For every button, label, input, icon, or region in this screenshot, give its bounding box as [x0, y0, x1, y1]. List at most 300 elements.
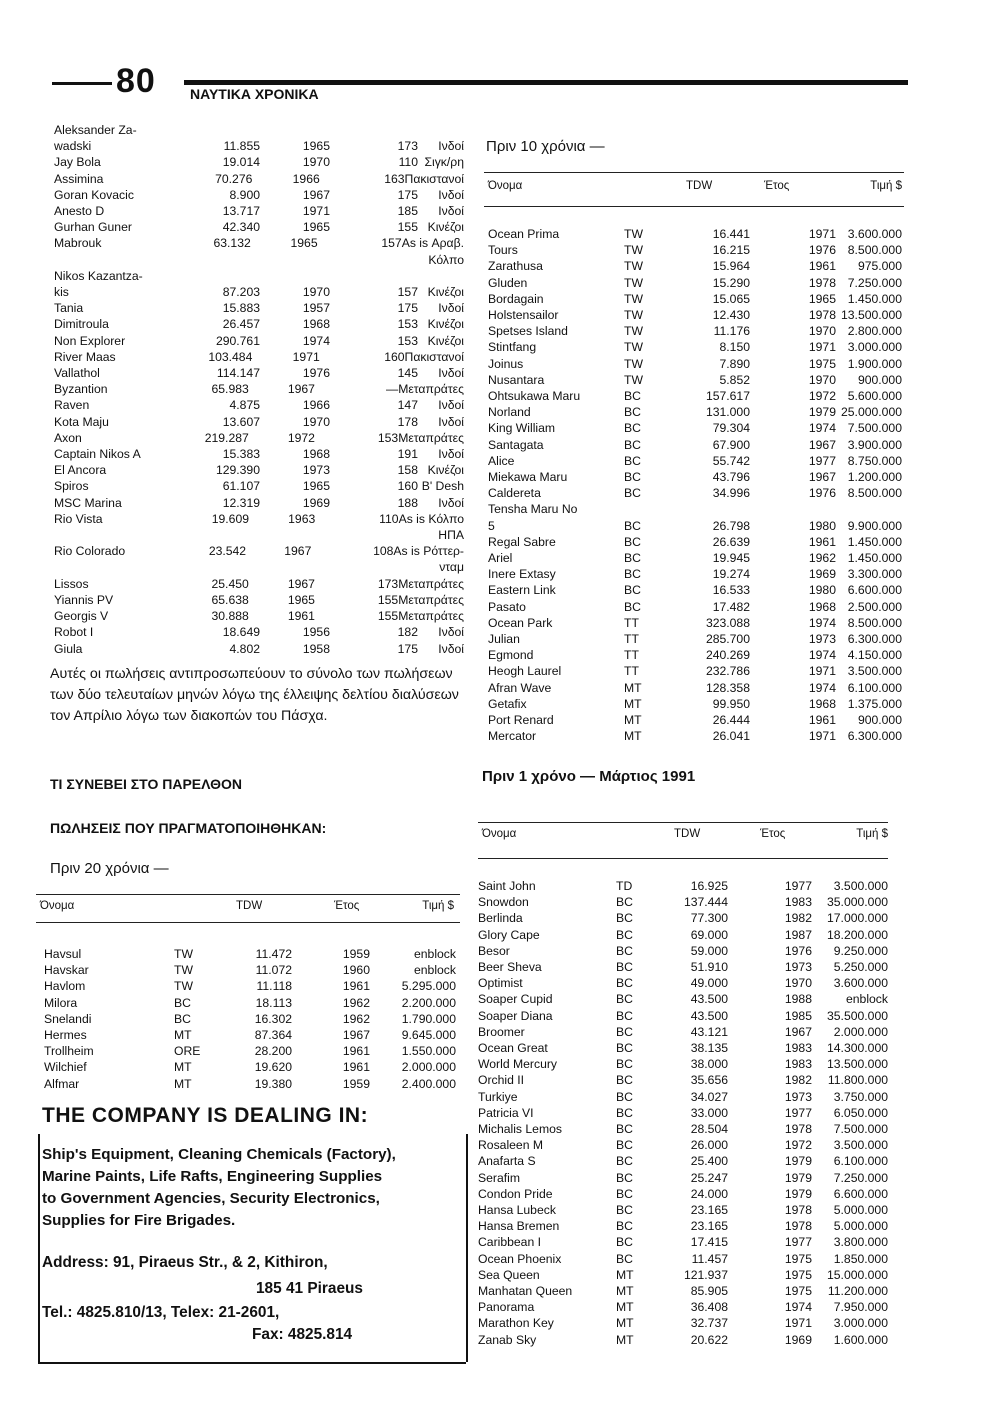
cell-year: 1967 — [784, 1024, 812, 1039]
table-row — [488, 437, 902, 453]
table-row — [488, 615, 902, 631]
cell-buyer: Μεταπράτες — [398, 382, 464, 397]
table-row — [478, 878, 888, 894]
cell-type: TT — [624, 664, 639, 679]
cell-price: 6.600.000 — [833, 1186, 888, 1201]
cell-name: Bordagain — [488, 291, 544, 306]
cell-name: Yiannis PV — [54, 592, 114, 607]
cell-name: Trollheim — [44, 1044, 94, 1059]
col-year: Έτος — [334, 900, 360, 912]
cell-type: BC — [624, 437, 641, 452]
cell-speed: 175 — [397, 187, 418, 202]
cell-tdw: 23.542 — [208, 544, 247, 559]
company-address-1: Address: 91, Piraeus Str., & 2, Kithiron, — [42, 1254, 328, 1271]
cell-speed: 188 — [397, 495, 418, 510]
cell-name: Patricia VI — [478, 1105, 534, 1120]
cell-tdw: 38.135 — [690, 1041, 728, 1056]
cell-tdw: 69.000 — [690, 927, 728, 942]
cell-name: Optimist — [478, 976, 523, 991]
cell-buyer: Ινδοί — [438, 414, 464, 429]
cell-type: MT — [616, 1316, 634, 1331]
cell-year: 1983 — [784, 1041, 812, 1056]
cell-price: 6.100.000 — [833, 1154, 888, 1169]
cell-price: 1.200.000 — [847, 470, 902, 485]
table-row — [488, 680, 902, 696]
cell-price: 17.000.000 — [827, 911, 888, 926]
col-name: Όνομα — [482, 828, 517, 840]
cell-year: 1971 — [808, 227, 836, 241]
section-past-heading: ΤΙ ΣΥΝΕΒΕΙ ΣΤΟ ΠΑΡΕΛΘΟΝ — [50, 776, 242, 792]
cell-year: 1979 — [808, 405, 836, 420]
cell-name: Caldereta — [488, 486, 541, 501]
cell-year: 1970 — [302, 285, 330, 300]
cell-price: 4.150.000 — [847, 648, 902, 663]
cell-type: TT — [624, 632, 639, 647]
col-price: Τιμή $ — [422, 900, 454, 912]
cell-type: MT — [624, 729, 642, 744]
cell-tdw: 285.700 — [705, 632, 750, 647]
cell-price: 2.200.000 — [401, 995, 456, 1010]
cell-buyer: B' Desh — [421, 479, 464, 494]
cell-tdw: 8.150 — [719, 340, 750, 355]
cell-year — [260, 527, 330, 543]
cell-price: 13.500.000 — [841, 308, 902, 323]
cell-type: BC — [616, 911, 633, 926]
cell-year: 1974 — [302, 333, 330, 348]
cell-price: 3.500.000 — [833, 1138, 888, 1153]
cell-name: Norland — [488, 405, 531, 420]
cell-price — [836, 501, 902, 517]
cell-year: 1972 — [287, 430, 315, 445]
table-row — [488, 291, 902, 307]
cell-buyer: Μεταπράτες — [398, 609, 464, 624]
cell-type: TW — [624, 340, 643, 355]
cell-name: Ohtsukawa Maru — [488, 389, 581, 404]
cell-year: 1959 — [342, 947, 370, 961]
table-row — [488, 258, 902, 274]
table-row — [54, 122, 464, 138]
cell-year: 1975 — [784, 1251, 812, 1266]
years10-table — [488, 226, 902, 745]
table-row — [478, 1251, 888, 1267]
cell-year: 1967 — [287, 576, 315, 591]
cell-type: TW — [174, 979, 193, 994]
table-row — [478, 1105, 888, 1121]
cell-type: MT — [616, 1300, 634, 1315]
table-row — [54, 511, 464, 527]
cell-type: TW — [624, 324, 643, 339]
table-row — [488, 696, 902, 712]
cell-name: Soaper Diana — [478, 1008, 553, 1023]
table-row — [488, 712, 902, 728]
cell-year: 1967 — [284, 544, 312, 559]
years20-header — [40, 900, 460, 912]
table-row — [54, 252, 464, 268]
cell-price: 1.790.000 — [401, 1011, 456, 1026]
cell-tdw: 38.000 — [690, 1057, 728, 1072]
cell-year: 1961 — [342, 1060, 370, 1075]
cell-name: Egmond — [488, 648, 534, 663]
cell-tdw: 16.302 — [254, 1011, 292, 1026]
cell-price: 2.000.000 — [833, 1024, 888, 1039]
cell-year: 1970 — [808, 324, 836, 339]
table-row — [54, 592, 464, 608]
cell-year: 1971 — [808, 729, 836, 744]
cell-speed: 147 — [397, 398, 418, 413]
cell-price: 1.600.000 — [833, 1332, 888, 1347]
cell-buyer: As is Αραβ. — [401, 236, 464, 251]
cell-tdw: 114.147 — [216, 366, 260, 381]
table-row — [488, 582, 902, 598]
cell-year: 1988 — [784, 992, 812, 1007]
cell-tdw: 26.639 — [712, 534, 750, 549]
cell-year: 1965 — [302, 139, 330, 154]
cell-price: 2.000.000 — [401, 1060, 456, 1075]
cell-year: 1971 — [784, 1316, 812, 1331]
cell-year: 1972 — [808, 389, 836, 404]
table-row — [488, 242, 902, 258]
company-advert — [38, 1104, 468, 1364]
cell-year: 1979 — [784, 1186, 812, 1201]
table-row — [54, 446, 464, 462]
cell-buyer: Ινδοί — [438, 366, 464, 381]
cell-price: 3.300.000 — [847, 567, 902, 582]
table-row — [54, 333, 464, 349]
sales-note-paragraph: Αυτές οι πωλήσεις αντιπροσωπεύουν το σύνολο των πωλήσεων των δύο τελευταίων μηνών λόγω της έλλειψης δελτίου διαλύσεων τον Απρίλιο λόγω των διακοπών του Πάσχα. — [50, 666, 459, 724]
cell-year: 1973 — [808, 632, 836, 647]
cell-speed: 155 — [377, 609, 399, 624]
cell-year: 1967 — [808, 437, 836, 452]
cell-buyer: Ινδοί — [438, 495, 464, 510]
cell-tdw: 18.113 — [255, 995, 292, 1010]
cell-name: Snelandi — [44, 1011, 92, 1026]
cell-tdw: 16.441 — [712, 227, 750, 241]
cell-name: Kota Maju — [54, 414, 109, 429]
cell-year: 1978 — [784, 1122, 812, 1137]
col-year: Έτος — [760, 828, 786, 840]
cell-price: 5.000.000 — [833, 1203, 888, 1218]
current-sales-list — [54, 122, 464, 657]
cell-name: Havsul — [44, 947, 82, 961]
cell-tdw: 15.065 — [712, 291, 750, 306]
cell-price: 3.900.000 — [847, 437, 902, 452]
cell-year: 1983 — [784, 1057, 812, 1072]
cell-year: 1968 — [302, 317, 330, 332]
table-row — [54, 187, 464, 203]
table-row — [54, 527, 464, 543]
cell-name: Glory Cape — [478, 927, 540, 942]
cell-year: 1965 — [302, 479, 330, 494]
cell-name: Goran Kovacic — [54, 187, 134, 202]
cell-type: TT — [624, 648, 639, 663]
cell-year: 1979 — [784, 1170, 812, 1185]
table-row — [478, 943, 888, 959]
cell-year: 1974 — [784, 1300, 812, 1315]
cell-speed: 110 — [379, 511, 399, 526]
cell-year: 1977 — [784, 1235, 812, 1250]
cell-year: 1976 — [808, 486, 836, 501]
cell-name: Michalis Lemos — [478, 1122, 562, 1137]
cell-tdw: 129.390 — [215, 463, 260, 478]
table-row — [488, 323, 902, 339]
cell-name: Snowdon — [478, 895, 529, 910]
cell-year: 1983 — [784, 895, 812, 910]
cell-tdw: 26.000 — [690, 1138, 728, 1153]
table-row — [44, 1043, 456, 1059]
cell-buyer: Κινέζοι — [427, 333, 464, 348]
table-row — [478, 991, 888, 1007]
cell-tdw: 18.649 — [222, 625, 260, 640]
cell-name: Inere Extasy — [488, 567, 556, 582]
table-row — [478, 894, 888, 910]
cell-type: TW — [624, 372, 643, 387]
table-row — [54, 381, 464, 397]
cell-year: 1980 — [808, 518, 836, 533]
cell-tdw: 11.118 — [256, 979, 292, 994]
cell-price: 8.500.000 — [847, 243, 902, 258]
cell-year: 1973 — [784, 1089, 812, 1104]
table-row — [478, 910, 888, 926]
years1-rule-top — [478, 822, 888, 823]
cell-tdw: 16.925 — [690, 879, 728, 893]
cell-year: 1962 — [342, 1011, 370, 1026]
cell-type: MT — [624, 680, 642, 695]
cell-tdw: 121.937 — [683, 1267, 728, 1282]
cell-name: Rio Colorado — [54, 544, 126, 559]
table-row — [54, 154, 464, 170]
cell-name: Besor — [478, 943, 510, 958]
company-address-2: 185 41 Piraeus — [256, 1280, 363, 1297]
cell-name: Manhatan Queen — [478, 1284, 573, 1299]
cell-tdw: 103.484 — [208, 349, 253, 364]
section-sales-heading: ΠΩΛΗΣΕΙΣ ΠΟΥ ΠΡΑΓΜΑΤΟΠΟΙΗΘΗΚΑΝ: — [50, 820, 327, 836]
cell-tdw: 24.000 — [690, 1186, 728, 1201]
cell-name — [54, 252, 182, 268]
cell-name: Ocean Phoenix — [478, 1251, 562, 1266]
cell-tdw: 19.620 — [254, 1060, 292, 1075]
table-row — [54, 414, 464, 430]
table-row — [44, 1076, 456, 1092]
cell-speed: 145 — [397, 366, 418, 381]
cell-year: 1970 — [784, 976, 812, 991]
cell-buyer: Ινδοί — [438, 398, 464, 413]
cell-price: 8.500.000 — [847, 615, 902, 630]
cell-type: TW — [624, 275, 643, 290]
table-row — [44, 962, 456, 978]
company-title: THE COMPANY IS DEALING IN: — [42, 1104, 369, 1127]
cell-tdw: 232.786 — [705, 664, 750, 679]
header-rule-left — [52, 82, 112, 85]
table-row — [488, 404, 902, 420]
cell-name: Ocean Park — [488, 615, 553, 630]
table-row — [488, 275, 902, 291]
cell-buyer — [418, 122, 464, 138]
cell-year: 1965 — [302, 220, 330, 235]
cell-name: Joinus — [488, 356, 524, 371]
cell-speed — [330, 559, 418, 575]
cell-name: Broomer — [478, 1024, 525, 1039]
cell-year: 1978 — [784, 1219, 812, 1234]
years10-title: Πριν 10 χρόνια — — [486, 138, 605, 155]
cell-year: 1961 — [808, 713, 836, 728]
years20-rule-top — [36, 894, 460, 895]
company-services — [42, 1144, 470, 1232]
table-row — [478, 1008, 888, 1024]
cell-tdw: 30.888 — [211, 609, 249, 624]
cell-year — [260, 252, 330, 268]
cell-name: World Mercury — [478, 1057, 558, 1072]
cell-type: BC — [616, 992, 633, 1007]
table-row — [488, 728, 902, 744]
cell-year: 1971 — [302, 204, 330, 219]
cell-name: Stintfang — [488, 340, 537, 355]
cell-tdw: 26.457 — [222, 317, 260, 332]
table-row — [54, 268, 464, 284]
cell-name: Sea Queen — [478, 1267, 540, 1282]
cell-name: Ocean Prima — [488, 227, 560, 241]
cell-price: 3.500.000 — [833, 879, 888, 893]
cell-name: Condon Pride — [478, 1186, 553, 1201]
cell-year: 1974 — [808, 648, 836, 663]
table-row — [488, 226, 902, 242]
cell-type: BC — [624, 551, 641, 566]
cell-name: Panorama — [478, 1300, 535, 1315]
cell-year: 1965 — [808, 291, 836, 306]
cell-speed: 153 — [397, 317, 418, 332]
years1-title: Πριν 1 χρόνο — Μάρτιος 1991 — [482, 768, 696, 785]
table-row — [54, 462, 464, 478]
cell-price: 3.500.000 — [847, 664, 902, 679]
cell-tdw: 131.000 — [705, 405, 750, 420]
cell-name: 5 — [488, 518, 495, 533]
table-row — [478, 1299, 888, 1315]
cell-year: 1980 — [808, 583, 836, 598]
advert-border-bottom — [38, 1362, 466, 1364]
cell-type: BC — [624, 486, 641, 501]
services-line-4: Supplies for Fire Brigades. — [42, 1212, 236, 1229]
cell-name: Saint John — [478, 879, 536, 893]
cell-name: Aleksander Za- — [54, 123, 137, 137]
cell-year: 1969 — [808, 567, 836, 582]
cell-tdw: 63.132 — [213, 236, 251, 251]
cell-tdw: 12.319 — [222, 495, 260, 510]
company-fax: Fax: 4825.814 — [252, 1326, 353, 1343]
table-row — [54, 641, 464, 657]
cell-year: 1982 — [784, 1073, 812, 1088]
years10-rule-top — [484, 172, 904, 173]
cell-name: Georgis V — [54, 609, 109, 624]
cell-name: wadski — [54, 139, 92, 154]
cell-price: 3.000.000 — [847, 340, 902, 355]
table-row — [478, 1186, 888, 1202]
cell-price: 7.500.000 — [833, 1122, 888, 1137]
cell-type: BC — [624, 453, 641, 468]
cell-name: Beer Sheva — [478, 960, 542, 975]
cell-name: Ocean Great — [478, 1041, 548, 1056]
cell-type: BC — [616, 1122, 633, 1137]
cell-name: Zarathusa — [488, 259, 543, 274]
cell-year: 1971 — [808, 664, 836, 679]
cell-type: ORE — [174, 1044, 201, 1059]
cell-name: Gurhan Guner — [54, 220, 132, 235]
table-row — [478, 1089, 888, 1105]
cell-name: Alfmar — [44, 1076, 80, 1091]
cell-year: 1963 — [288, 511, 316, 526]
cell-year: 1969 — [784, 1332, 812, 1347]
cell-tdw: 77.300 — [690, 911, 728, 926]
cell-buyer: Κόλπο — [428, 252, 464, 267]
cell-price: 5.600.000 — [847, 389, 902, 404]
table-row — [488, 663, 902, 679]
cell-year: 1978 — [808, 275, 836, 290]
cell-tdw — [660, 501, 750, 517]
cell-price: 9.250.000 — [833, 943, 888, 958]
table-row — [478, 1332, 888, 1348]
cell-type: BC — [624, 567, 641, 582]
cell-type: TT — [624, 615, 639, 630]
cell-tdw: 19.014 — [222, 155, 260, 170]
cell-price: 900.000 — [857, 372, 902, 387]
years20-rule-bottom — [36, 922, 460, 923]
cell-buyer: Ινδοί — [438, 447, 464, 462]
cell-price: 7.500.000 — [847, 421, 902, 436]
cell-type: MT — [616, 1267, 634, 1282]
cell-speed: 160 — [384, 349, 405, 364]
cell-year: 1962 — [808, 551, 836, 566]
table-row — [488, 647, 902, 663]
cell-name — [54, 527, 182, 543]
cell-tdw: 323.088 — [705, 615, 750, 630]
cell-tdw: 15.383 — [222, 447, 260, 462]
years1-table — [478, 878, 888, 1348]
table-row — [54, 543, 464, 559]
cell-tdw: 65.983 — [211, 382, 249, 397]
table-row — [488, 307, 902, 323]
cell-year: 1968 — [808, 696, 836, 711]
cell-tdw: 25.247 — [690, 1170, 728, 1185]
cell-name: Turkiye — [478, 1089, 518, 1104]
cell-price: 975.000 — [857, 259, 902, 274]
cell-speed: 182 — [397, 625, 418, 640]
cell-name: Hansa Lubeck — [478, 1203, 556, 1218]
cell-year: 1976 — [808, 243, 836, 258]
years20-table — [44, 946, 456, 1092]
cell-buyer: Ινδοί — [438, 641, 464, 656]
cell-name: kis — [54, 285, 69, 300]
table-row — [54, 624, 464, 640]
cell-type: BC — [616, 960, 633, 975]
cell-tdw: 51.910 — [690, 960, 728, 975]
cell-speed: — — [386, 382, 399, 397]
table-row — [54, 495, 464, 511]
services-line-1: Ship's Equipment, Cleaning Chemicals (Factory), — [42, 1146, 396, 1163]
cell-type: TW — [624, 356, 643, 371]
cell-tdw: 19.380 — [254, 1076, 292, 1091]
cell-year: 1976 — [302, 366, 330, 381]
table-row — [478, 1267, 888, 1283]
cell-tdw: 87.364 — [254, 1028, 292, 1043]
cell-tdw: 16.215 — [712, 243, 750, 258]
cell-tdw: 32.737 — [690, 1316, 728, 1331]
cell-name: Marathon Key — [478, 1316, 554, 1331]
cell-year: 1967 — [342, 1028, 370, 1043]
cell-price: 3.600.000 — [847, 227, 902, 241]
cell-type: MT — [174, 1028, 192, 1043]
table-row — [478, 1202, 888, 1218]
cell-tdw: 157.617 — [705, 389, 750, 404]
cell-year — [260, 122, 330, 138]
table-row — [488, 501, 902, 517]
